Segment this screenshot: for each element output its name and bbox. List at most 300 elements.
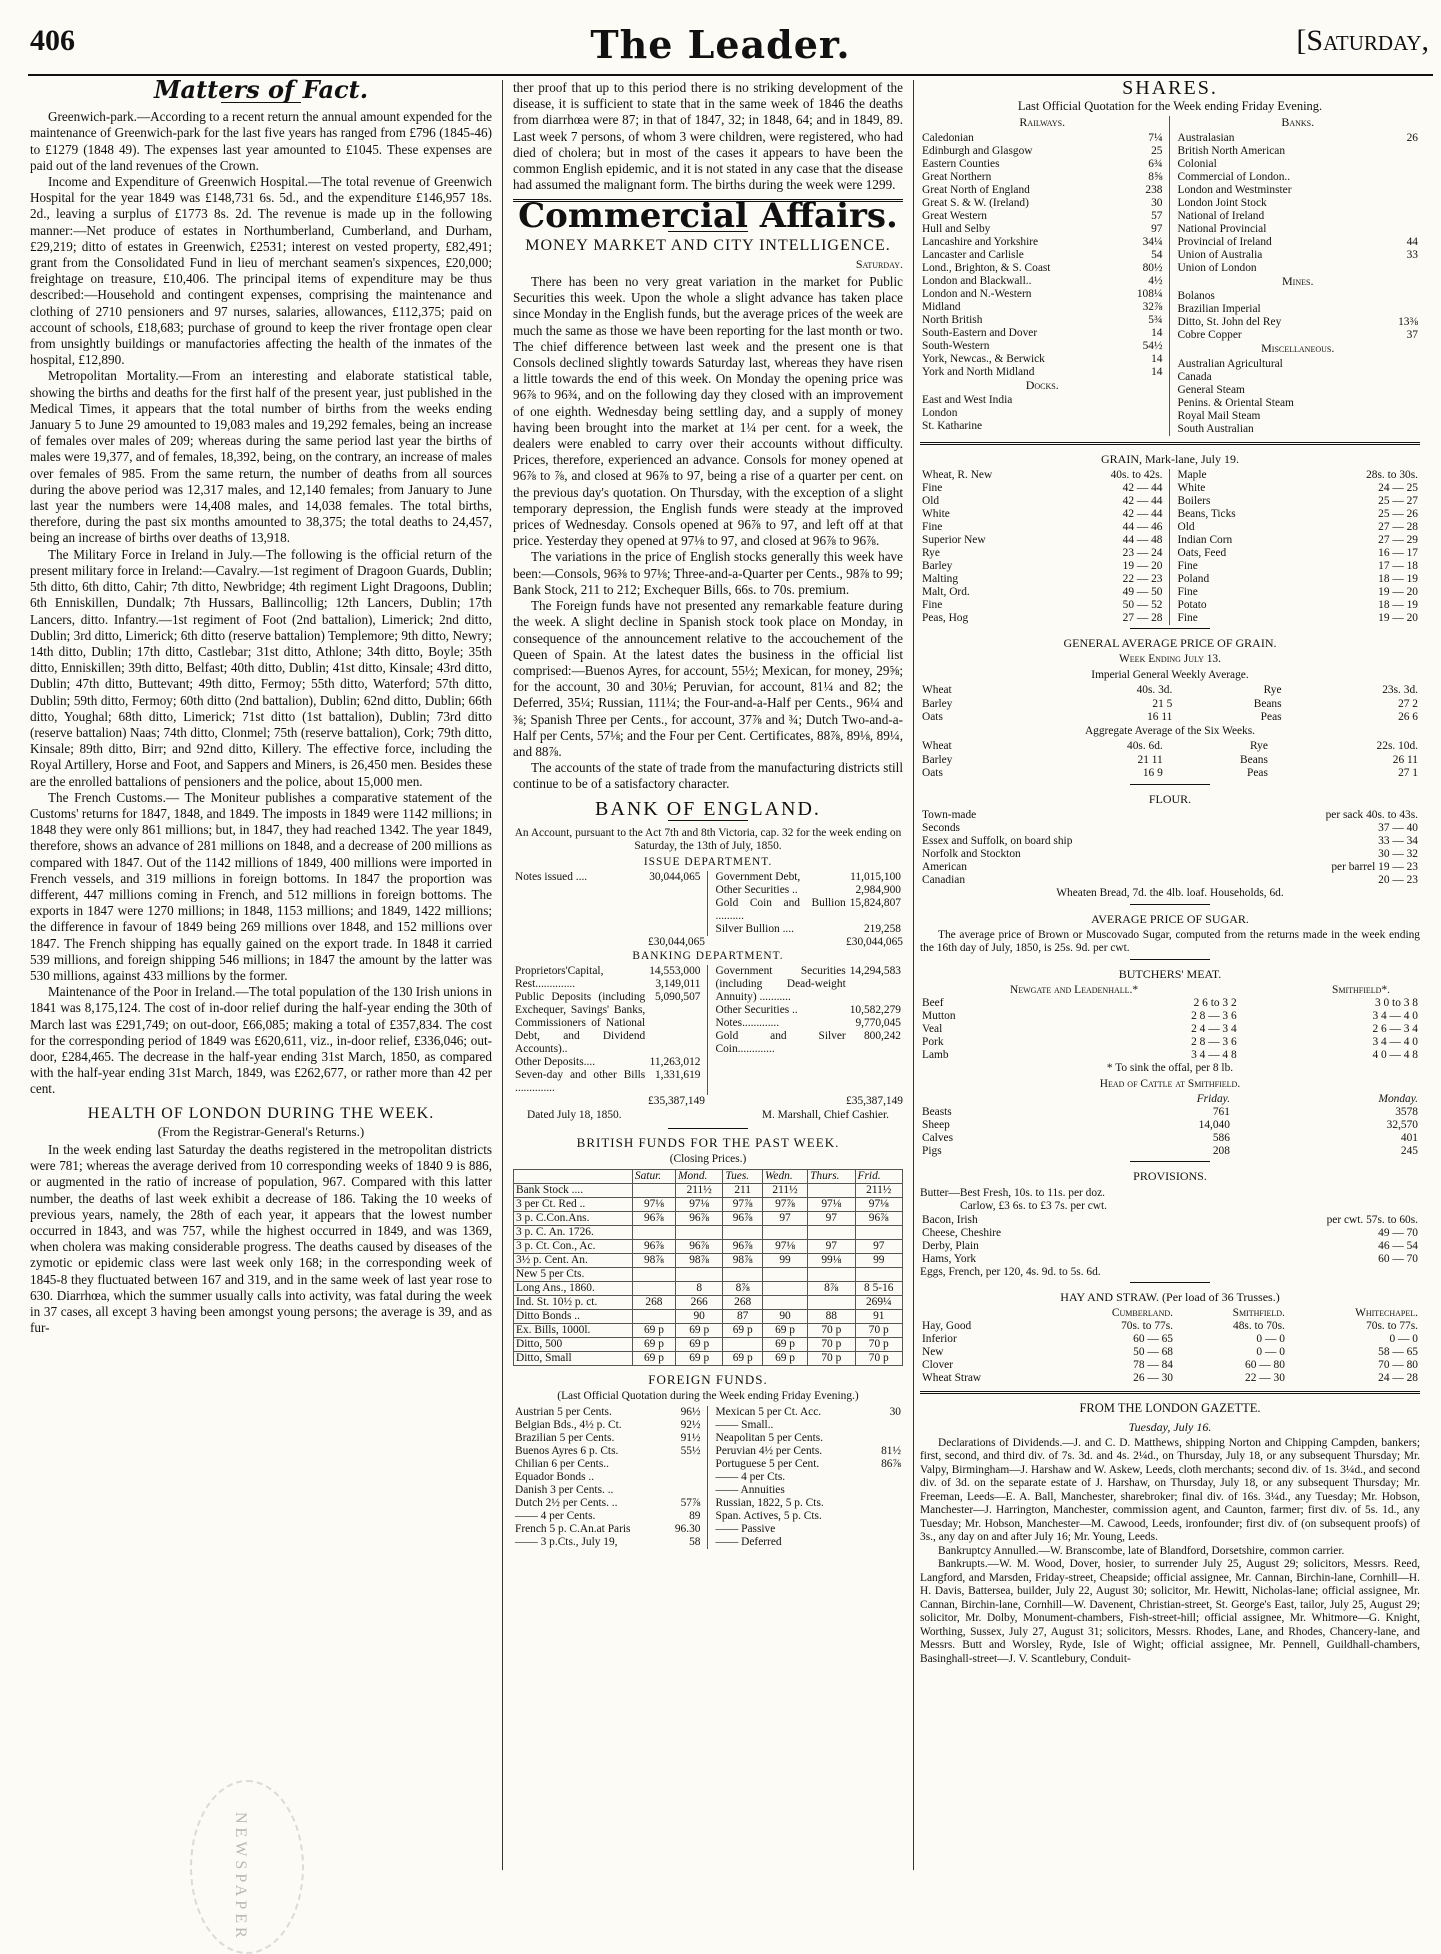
table-cell: 49 — 50 — [1122, 586, 1163, 599]
mine-share-row — [1176, 303, 1421, 316]
fund-row — [514, 1267, 903, 1281]
table-cell: 2 4 — 3 4 — [1191, 1023, 1237, 1036]
table-cell — [1392, 145, 1420, 158]
table-cell: Rye — [1249, 740, 1268, 753]
table-cell: 3 0 to 3 8 — [1374, 997, 1418, 1010]
table-cell: 92½ — [680, 1418, 701, 1431]
table-cell: 211 — [723, 1183, 763, 1197]
bank-share-row — [1176, 145, 1421, 158]
grain-row — [1176, 521, 1421, 534]
british-funds-table — [513, 1169, 903, 1366]
table-cell: Malting — [922, 573, 959, 586]
article-paragraph: Income and Expenditure of Greenwich Hospital.—The total revenue of Greenwich Hospital for the year 1849 was £148,731 6s. 5d., and the expenditure £146,957 18s. 2d., leaving a surplus of £1773 8s. 2d. The revenue is made up in the following manner:—Net produce of estates in Northumberland, Cumberland, and Durham, £29,219; ditto of estates in Greenwich, £2531; interest on vested property, £82,491; grant from the Consolidated Fund in lieu of merchant seamen's sixpences, £20,000; freightage on treasure, £10,406. The principal items of expenditure may be thus described:—Household and contingent expenses, comprising the maintenance and clothing of 2710 pensioners and 97 nurses, salaries, allowances, £112,375; paid on account of schools, £18,683; purchase of ground to keep the river frontage open clear from unsightly buildings or manufactories affecting the health of the inmates of the hospital, £12,890. — [30, 174, 492, 368]
table-cell: 50 — 68 — [1133, 1346, 1173, 1359]
table-cell: 99 — [855, 1253, 902, 1267]
article-paragraph: Maintenance of the Poor in Ireland.—The total population of the 130 Irish unions in 1841 was 8,175,124. The cost of in-door relief during the half-year ending the 30th of March last was £291,749; on out-door, £66,085; making a total of £357,834. The cost for the corresponding period of 1849 was £620,611, viz., in-door relief, £336,046; out-door, £284,465. The decrease in the half-year ending 31st March, 1850, as compared with the half-year ending 31st March, 1849, was £262,677, or rather more than 42 per cent. — [30, 984, 492, 1097]
commercial-affairs-title: Commercial Affairs. — [518, 196, 898, 237]
gazette-paragraphs — [920, 1437, 1420, 1667]
foreign-fund-row — [714, 1510, 904, 1523]
table-cell: 96⅞ — [723, 1239, 763, 1253]
divider — [1130, 904, 1210, 905]
table-cell: 27 — 28 — [1378, 521, 1418, 534]
table-cell: 586 — [1212, 1132, 1230, 1145]
column-3 — [920, 77, 1420, 1870]
table-cell: 44 — 46 — [1122, 521, 1163, 534]
table-cell: 50 — 52 — [1122, 599, 1163, 612]
provision-line: Butter—Best Fresh, 10s. to 11s. per doz. — [920, 1186, 1105, 1199]
bank-share-row — [1176, 249, 1421, 262]
table-cell: 22s. 10d. — [1376, 740, 1418, 753]
table-cell: 23 — 24 — [1122, 547, 1163, 560]
table-cell: Colonial — [1177, 157, 1217, 170]
railway-share-row — [920, 184, 1165, 197]
table-cell: Ditto, 500 — [514, 1337, 633, 1351]
table-cell: 60 — 70 — [1378, 1252, 1418, 1265]
railway-share-row — [920, 158, 1165, 171]
table-cell: British North American — [1177, 144, 1286, 157]
table-cell: Rest.............. — [515, 978, 576, 991]
banking-row — [513, 1069, 703, 1095]
grain-row — [920, 560, 1165, 573]
table-cell: 269¼ — [855, 1295, 902, 1309]
table-cell: 25 — 26 — [1378, 508, 1418, 521]
grain-row — [1176, 508, 1421, 521]
bank-share-row — [1176, 262, 1421, 275]
table-cell: 70 — 80 — [1378, 1359, 1418, 1372]
table-cell: 81½ — [881, 1444, 901, 1457]
hay-straw-table — [920, 1307, 1420, 1385]
column-2 — [502, 80, 914, 1870]
table-cell — [1392, 223, 1420, 236]
foreign-funds-title: FOREIGN FUNDS. — [648, 1371, 768, 1387]
table-cell: Beans, Ticks — [1177, 508, 1236, 521]
table-cell: 69 p — [632, 1337, 675, 1351]
table-cell — [675, 1267, 722, 1281]
meat-row — [920, 1023, 1420, 1036]
table-cell: 96⅞ — [675, 1239, 722, 1253]
bank-date: Dated July 18, 1850. — [527, 1108, 622, 1121]
table-cell: 42 — 44 — [1122, 508, 1163, 521]
table-cell: 91½ — [680, 1431, 701, 1444]
table-cell: 211½ — [855, 1183, 902, 1197]
meat-row — [920, 1010, 1420, 1023]
table-cell: 8⅝ — [1148, 170, 1163, 183]
divider — [920, 442, 1420, 445]
money-market-paragraph: The variations in the price of English stocks generally this week have been:—Consols, 96⅜ to 97⅛; Three-and-a-Quarter per Cents., 98⅞ to 99; Bank Stock, 211 to 212; Exchequer Bills, 66s. to 70s. premium. — [513, 549, 903, 597]
table-cell: Provincial of Ireland — [1177, 235, 1272, 248]
library-stamp: NEWSPAPER — [190, 1780, 304, 1954]
table-cell: Bank Stock .... — [514, 1183, 633, 1197]
table-cell: Maple — [1177, 469, 1207, 482]
foreign-fund-row — [513, 1523, 703, 1536]
table-cell: 0 — 0 — [1256, 1333, 1285, 1346]
banking-department — [513, 965, 903, 1095]
table-cell: 33 — 34 — [1378, 835, 1418, 848]
grain-right-table — [1176, 469, 1421, 625]
banking-row — [714, 1004, 904, 1017]
table-cell: 69 p — [723, 1323, 763, 1337]
table-cell: Cheese, Cheshire — [922, 1226, 1002, 1239]
foreign-fund-row — [714, 1484, 904, 1497]
table-cell — [870, 1536, 903, 1549]
grain-average-row — [920, 754, 1420, 768]
provisions-table — [920, 1214, 1420, 1266]
table-cell: York, Newcas., & Berwick — [922, 352, 1045, 365]
banking-row — [714, 965, 904, 1004]
table-cell — [870, 1432, 903, 1445]
table-cell: Russian, 1822, 5 p. Cts. — [715, 1496, 824, 1509]
grain-row — [1176, 573, 1421, 586]
hay-straw-title: HAY AND STRAW. (Per load of 36 Trusses.) — [1060, 1290, 1280, 1305]
cattle-row — [920, 1132, 1420, 1145]
sugar-text: The average price of Brown or Muscovado Sugar, computed from the returns made in the week ending the 16th day of July, 1850, is 25s. 9d. per cwt. — [920, 928, 1420, 955]
grain-row — [920, 508, 1165, 521]
cattle-head: Head of Cattle at Smithfield. — [1099, 1077, 1241, 1090]
grain-row — [1176, 599, 1421, 612]
table-cell: South Australian — [1177, 422, 1254, 435]
railway-share-row — [920, 340, 1165, 353]
table-cell: —— 4 per Cts. — [715, 1470, 786, 1483]
table-cell: 87 — [723, 1309, 763, 1323]
table-cell: 34¼ — [1142, 235, 1163, 248]
table-cell — [808, 1267, 855, 1281]
table-cell: Wheat — [922, 740, 952, 753]
banking-right-table — [714, 965, 904, 1056]
table-cell: 69 p — [762, 1323, 807, 1337]
banking-row — [513, 965, 703, 978]
table-cell: 22 — 23 — [1122, 573, 1163, 586]
table-cell: 58 — 65 — [1378, 1346, 1418, 1359]
table-cell: Oats, Feed — [1177, 547, 1227, 560]
table-cell: 1,331,619 — [654, 1069, 701, 1082]
table-cell: Malt, Ord. — [922, 586, 970, 599]
hay-row — [920, 1372, 1420, 1385]
fund-row — [514, 1211, 903, 1225]
table-cell: Barley — [922, 697, 953, 710]
table-cell: 40s. 3d. — [1136, 684, 1173, 697]
table-cell: 25 — [1151, 144, 1163, 157]
table-cell: National Provincial — [1177, 222, 1267, 235]
gazette-title: FROM THE LONDON GAZETTE. — [1079, 1401, 1261, 1416]
foreign-fund-row — [513, 1458, 703, 1471]
table-header-cell: Cumberland. — [1111, 1307, 1173, 1320]
table-cell: Gold and Silver Coin............. — [715, 1030, 846, 1056]
table-cell: 27 2 — [1398, 697, 1418, 710]
table-cell — [1412, 397, 1420, 410]
table-cell: 14,553,000 — [649, 965, 701, 978]
table-cell: Beef — [922, 997, 944, 1010]
table-cell: 69 p — [632, 1351, 675, 1365]
misc-share-row — [1176, 358, 1421, 371]
cattle-table — [920, 1093, 1420, 1158]
table-cell: 54 — [1151, 248, 1163, 261]
table-header-cell: Mond. — [675, 1169, 722, 1183]
cattle-row — [920, 1119, 1420, 1132]
meat-market-heads — [920, 984, 1420, 998]
table-cell: 3 p. Ct. Con., Ac. — [514, 1239, 633, 1253]
table-cell: 70 p — [808, 1351, 855, 1365]
table-cell: 20 — 23 — [1378, 874, 1418, 887]
table-cell: Hull and Selby — [922, 222, 991, 235]
table-cell: 401 — [1400, 1132, 1418, 1145]
table-cell: Rye — [1263, 684, 1282, 697]
table-cell: London Joint Stock — [1177, 196, 1267, 209]
shares-subtitle: Last Official Quotation for the Week ending Friday Evening. — [1017, 99, 1323, 114]
table-cell: Australian Agricultural — [1177, 357, 1283, 370]
table-cell: Span. Actives, 5 p. Cts. — [715, 1509, 822, 1522]
table-cell: 3 p. C.Con.Ans. — [514, 1211, 633, 1225]
funds-header-row — [514, 1169, 903, 1183]
grain-row — [920, 482, 1165, 495]
table-cell: 60 — 65 — [1133, 1333, 1173, 1346]
foreign-fund-row — [714, 1445, 904, 1458]
table-cell: 69 p — [675, 1351, 722, 1365]
money-market-paragraph: The Foreign funds have not presented any remarkable feature during the week. A slight decline in Spanish stock took place on Monday, in consequence of the announcement relative to the accouchement of the Queen of Spain. At the latest dates the business in the official list comprised:—Buenos Ayres, for account, 55½; Mexican, for money, 29⅝; for the account, 30 and 30⅛; Peruvian, for account, 81¼ and 82; the Deferred, 35¼; Russian, 111¼; the Four-and-a-Half per Cents., 96¼ and ⅜; Spanish Three per Cents., for account, 37⅞ and ¾; Dutch Two-and-a-Half per Cents, 57⅛; and the Four per Cent. Certificates, 88⅞, 89⅛, 89¼, and 88⅞. — [513, 598, 903, 759]
railway-share-row — [920, 249, 1165, 262]
foreign-fund-row — [513, 1536, 703, 1549]
table-cell: Beans — [1253, 697, 1282, 710]
table-cell: Boilers — [1177, 495, 1211, 508]
table-cell: Peas — [1247, 767, 1268, 780]
table-cell: 90 — [675, 1309, 722, 1323]
table-cell: Notes issued .... — [515, 871, 588, 884]
article-paragraph: The Military Force in Ireland in July.—The following is the official return of the present military force in Ireland:—Cavalry.—1st regiment of Dragoon Guards, Dublin; 5th ditto, 6th ditto, Cahir; 7th ditto, Newbridge; 4th regiment Light Dragoons, Dublin; 6th Enniskillen, Dundalk; 7th Hussars, Ballincollig; 12th Lancers, Dublin; 17th Lancers, ditto. Infantry.—1st regiment of Foot (2nd battalion), Limerick; 2nd ditto, Dublin; 3rd ditto, Limerick; 6th ditto (reserve battalion) Templemore; 9th ditto, Newry; 14th ditto, Dublin; 17th ditto, Castlebar; 31st ditto, Athlone; 34th ditto, Boyle; 35th ditto, Enniskillen; 39th ditto, Belfast; 40th ditto, Dublin; 41st ditto, Kinsale; 43rd ditto, Dublin; 47th ditto, Buttevant; 49th ditto, Fermoy; 55th ditto, Waterford; 57th ditto, Dublin; 59th ditto, Fermoy; 60th ditto (2nd battalion), Dublin; 62nd ditto, Dublin; 66th ditto, Youghal; 68th ditto, Limerick; 71st ditto (1st battalion), Dublin; 73rd ditto (reserve battalion) Naas; 74th ditto, Clonmel; 75th (reserve battalion), Cork; 79th ditto, Kinsale; 89th ditto, Birr; and 92nd ditto, Killery. The effective force, including the Royal Artillery, Horse and Foot, and Sappers and Miners, is 26,450 men. Besides these are the enrolled battalions of pensioners and the police, about 15,000 men. — [30, 546, 492, 789]
issue-day: [Saturday, — [1296, 24, 1429, 57]
table-cell: Hay, Good — [922, 1320, 972, 1333]
table-cell: 98⅞ — [632, 1253, 675, 1267]
table-cell: Portuguese 5 per Cent. — [715, 1457, 820, 1470]
table-cell — [632, 1183, 675, 1197]
table-cell: American — [922, 861, 967, 874]
grain-tables — [920, 469, 1420, 625]
table-cell: 97⅛ — [675, 1197, 722, 1211]
table-cell — [808, 1183, 855, 1197]
table-cell: Fine — [922, 599, 943, 612]
table-cell — [675, 1225, 722, 1239]
divider — [668, 1128, 748, 1129]
divider — [1130, 959, 1210, 960]
table-cell — [1392, 158, 1420, 171]
table-cell: 97⅛ — [855, 1197, 902, 1211]
foreign-fund-row — [513, 1510, 703, 1523]
railway-share-row — [920, 327, 1165, 340]
flour-table — [920, 809, 1420, 887]
table-cell — [855, 1267, 902, 1281]
table-cell: 27 — 28 — [1122, 612, 1163, 625]
provision-row — [920, 1214, 1420, 1227]
table-cell: Neapolitan 5 per Cents. — [715, 1431, 824, 1444]
table-cell — [1412, 384, 1420, 397]
provision-line: Carlow, £3 6s. to £3 7s. per cwt. — [960, 1200, 1108, 1213]
flour-title: FLOUR. — [1148, 791, 1192, 806]
table-cell: 8⅞ — [808, 1281, 855, 1295]
bank-share-row — [1176, 223, 1421, 236]
fund-row — [514, 1351, 903, 1365]
bank-share-row — [1176, 184, 1421, 197]
table-cell — [920, 1093, 1071, 1106]
table-header-cell: Friday. — [1196, 1093, 1230, 1106]
issue-row — [513, 871, 703, 884]
fund-row — [514, 1183, 903, 1197]
table-cell — [1155, 394, 1165, 407]
table-cell — [920, 1307, 1046, 1320]
table-cell: Gold Coin and Bullion .......... — [715, 897, 846, 923]
flour-row — [920, 861, 1420, 874]
table-cell: Australasian — [1177, 131, 1235, 144]
table-cell: White — [922, 508, 950, 521]
table-cell: 32,570 — [1386, 1119, 1418, 1132]
table-cell: Town-made — [922, 809, 977, 822]
grain-row — [1176, 534, 1421, 547]
table-cell: 69 p — [675, 1337, 722, 1351]
table-cell: Seconds — [922, 822, 960, 835]
table-cell: 97⅛ — [762, 1239, 807, 1253]
table-cell: Brazilian Imperial — [1177, 303, 1261, 316]
misc-share-row — [1176, 384, 1421, 397]
table-cell: 2 8 — 3 6 — [1191, 1010, 1237, 1023]
money-market-day: Saturday. — [855, 256, 903, 271]
table-cell: Canada — [1177, 370, 1212, 383]
table-cell: Bolanos — [1177, 290, 1215, 303]
table-header-cell: Smithfield. — [1232, 1307, 1285, 1320]
hay-row — [920, 1346, 1420, 1359]
foreign-fund-row — [513, 1484, 703, 1497]
table-cell: Chilian 6 per Cents.. — [515, 1457, 609, 1470]
railway-share-row — [920, 262, 1165, 275]
table-cell: 208 — [1212, 1145, 1230, 1158]
divider — [668, 820, 748, 821]
table-cell: 8 5-16 — [855, 1281, 902, 1295]
table-cell: 3 4 — 4 0 — [1372, 1010, 1418, 1023]
money-market-paragraph: The accounts of the state of trade from the manufacturing districts still continue to be of a satisfactory character. — [513, 760, 903, 792]
foreign-fund-row — [714, 1458, 904, 1471]
table-cell: 3 4 — 4 8 — [1191, 1049, 1237, 1062]
table-cell — [870, 1419, 903, 1432]
table-cell: 97 — [1151, 222, 1163, 235]
health-title: HEALTH OF LONDON DURING THE WEEK. — [87, 1104, 435, 1122]
table-cell: Wheat, R. New — [922, 469, 993, 482]
table-cell: Poland — [1177, 573, 1210, 586]
table-header-cell: Wedn. — [762, 1169, 807, 1183]
table-cell: Mutton — [922, 1010, 956, 1023]
table-cell: 80½ — [1142, 261, 1163, 274]
railway-share-row — [920, 210, 1165, 223]
bank-share-row — [1176, 236, 1421, 249]
table-cell: Caledonian — [922, 131, 974, 144]
shares-title: SHARES. — [1122, 77, 1218, 99]
table-cell: Indian Corn — [1177, 534, 1233, 547]
grain-row — [920, 495, 1165, 508]
railway-share-row — [920, 288, 1165, 301]
foreign-right-table — [714, 1406, 904, 1549]
table-cell — [1376, 303, 1420, 316]
meat-note: * To sink the offal, per 8 lb. — [1106, 1062, 1234, 1075]
docks-head: Docks. — [1025, 377, 1059, 392]
issue-total-left: £30,044,065 — [648, 936, 705, 949]
foreign-fund-row — [513, 1497, 703, 1510]
table-cell — [870, 1471, 903, 1484]
table-cell: per sack 40s. to 43s. — [1325, 809, 1418, 822]
table-cell: 99⅛ — [808, 1253, 855, 1267]
table-cell: 69 p — [675, 1323, 722, 1337]
table-cell — [870, 1523, 903, 1536]
misc-share-row — [1176, 423, 1421, 436]
table-cell: Pigs — [922, 1145, 942, 1158]
table-cell: 70s. to 77s. — [1366, 1320, 1418, 1333]
misc-table — [1176, 358, 1421, 436]
table-cell: York and North Midland — [922, 365, 1035, 378]
flour-row — [920, 848, 1420, 861]
table-cell: Hams, York — [922, 1252, 977, 1265]
table-cell: 800,242 — [863, 1030, 901, 1043]
grain-six-weeks-head: Aggregate Average of the Six Weeks. — [1084, 724, 1256, 737]
flour-row — [920, 809, 1420, 822]
provisions-eggs: Eggs, French, per 120, 4s. 9d. to 5s. 6d. — [920, 1265, 1101, 1278]
table-cell — [855, 1225, 902, 1239]
fund-row — [514, 1197, 903, 1211]
table-cell: 99 — [762, 1253, 807, 1267]
table-cell: 15,824,807 — [849, 897, 901, 910]
foreign-fund-row — [714, 1419, 904, 1432]
foreign-fund-row — [714, 1471, 904, 1484]
table-cell: 88 — [808, 1309, 855, 1323]
provision-row — [920, 1227, 1420, 1240]
butchers-meat-table — [920, 997, 1420, 1062]
table-cell: 96⅞ — [723, 1211, 763, 1225]
grain-six-weeks-table — [920, 740, 1420, 781]
table-cell: Barley — [922, 560, 953, 573]
table-cell: Notes............. — [715, 1017, 780, 1030]
foreign-fund-row — [714, 1497, 904, 1510]
table-cell: Fine — [922, 482, 943, 495]
article-paragraph: Metropolitan Mortality.—From an interesting and elaborate statistical table, showing the births and deaths for the first half of the present year, just published in the Medical Times, it appears that the total number of births from the weeks ending January 5 to June 29 amounted to 19,083 males and 19,292 females, being an increase of females over males of 209; whereas during the same period last year the births of males were 19,377, and of females, 18,392, being, on the contrary, an increase of males over females of 985. From the same return, the number of deaths from all sources during the above period was 12,317 males, and 12,140 females; from January to June last year the numbers were 14,408 males, and 14,038 females. The total births, therefore, during the past six months amounted to 38,375; the total deaths to 24,457, being an increase of births over deaths of 13,918. — [30, 368, 492, 546]
table-cell: Oats — [922, 767, 943, 780]
meat-head-right: Smithfield*. — [1332, 983, 1390, 996]
flour-row — [920, 874, 1420, 887]
table-cell: 2 6 — 3 4 — [1372, 1023, 1418, 1036]
table-cell: 96⅞ — [632, 1211, 675, 1225]
table-cell: 96⅞ — [632, 1239, 675, 1253]
table-cell: North British — [922, 313, 983, 326]
table-cell: —— 3 p.Cts., July 19, — [515, 1535, 618, 1548]
table-cell: 14 — [1151, 365, 1163, 378]
railways-head: Railways. — [1019, 115, 1066, 130]
table-cell: 40s. to 42s. — [1110, 469, 1163, 482]
table-cell: 16 — 17 — [1378, 547, 1418, 560]
table-cell — [632, 1281, 675, 1295]
table-cell: Long Ans., 1860. — [514, 1281, 633, 1295]
table-cell: 14 — [1151, 326, 1163, 339]
railway-share-row — [920, 171, 1165, 184]
table-cell: Seven-day and other Bills .............. — [515, 1069, 646, 1095]
fund-row — [514, 1281, 903, 1295]
table-cell: St. Katharine — [922, 420, 983, 433]
british-funds-subtitle: (Closing Prices.) — [669, 1153, 747, 1166]
table-cell: Potato — [1177, 599, 1207, 612]
table-cell — [1412, 423, 1420, 436]
table-cell — [808, 1225, 855, 1239]
matters-paragraphs — [30, 109, 492, 1097]
table-cell: 97 — [808, 1211, 855, 1225]
table-cell: 8 — [675, 1281, 722, 1295]
table-cell: 3 4 — 4 0 — [1372, 1036, 1418, 1049]
grain-row — [1176, 612, 1421, 625]
table-cell: 26 6 — [1398, 711, 1418, 724]
table-cell: 211½ — [762, 1183, 807, 1197]
table-cell: Brazilian 5 per Cents. — [515, 1431, 615, 1444]
table-cell: 10,582,279 — [849, 1004, 901, 1017]
grain-row — [920, 534, 1165, 547]
